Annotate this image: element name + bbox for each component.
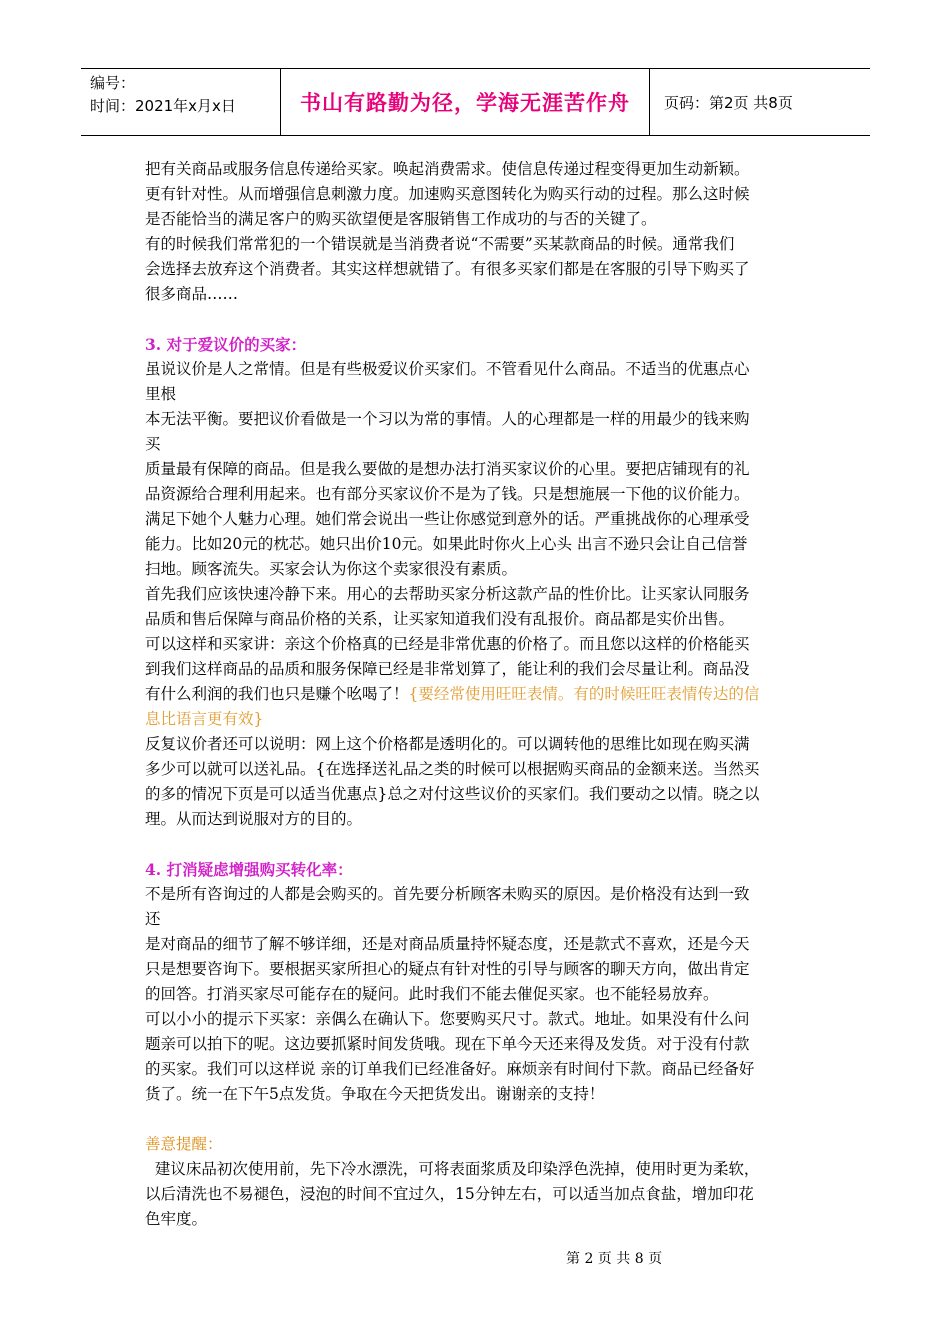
text-line: 反复议价者还可以说明：网上这个价格都是透明化的。可以调转他的思维比如现在购买满 bbox=[145, 735, 750, 753]
text-line: 货了。统一在下午5点发货。争取在今天把货发出。谢谢亲的支持！ bbox=[145, 1085, 605, 1103]
spacer bbox=[145, 832, 815, 857]
header-left-cell bbox=[81, 69, 280, 135]
spacer bbox=[145, 1107, 815, 1132]
text-line: 题亲可以拍下的呢。这边要抓紧时间发货哦。现在下单今天还来得及发货。对于没有付款 bbox=[145, 1035, 750, 1053]
section-3-heading: 3. 对于爱议价的买家： bbox=[145, 335, 307, 354]
text-line: 的买家。我们可以这样说 亲的订单我们已经准备好。麻烦亲有时间付下款。商品已经备好 bbox=[145, 1060, 755, 1078]
text-line: 以后清洗也不易褪色，浸泡的时间不宜过久，15分钟左右，可以适当加点食盐，增加印花 bbox=[145, 1185, 754, 1203]
text-line: 的多的情况下页是可以适当优惠点}总之对付这些议价的买家们。我们要动之以情。晓之以 bbox=[145, 785, 760, 803]
header-table bbox=[81, 68, 870, 136]
text-line: 建议床品初次使用前，先下冷水漂洗，可将表面浆质及印染浮色洗掉，使用时更为柔软， bbox=[145, 1160, 760, 1178]
spacer bbox=[145, 307, 815, 332]
text-line: 虽说议价是人之常情。但是有些极爱议价买家们。不管看见什么商品。不适当的优惠点心 bbox=[145, 360, 750, 378]
header-motto: 书山有路勤为径，学海无涯苦作舟 bbox=[300, 91, 630, 115]
text-line: 把有关商品或服务信息传递给买家。唤起消费需求。使信息传递过程变得更加生动新颖。 bbox=[145, 160, 750, 178]
text-line: 扫地。顾客流失。买家会认为你这个卖家很没有素质。 bbox=[145, 560, 518, 578]
text-line: 只是想要咨询下。要根据买家所担心的疑点有针对性的引导与顾客的聊天方向，做出肯定 bbox=[145, 960, 750, 978]
text-line: 品质和售后保障与商品价格的关系，让买家知道我们没有乱报价。商品都是实价出售。 bbox=[145, 610, 735, 628]
tip-title: 善意提醒： bbox=[145, 1135, 223, 1153]
intro-paragraph bbox=[145, 157, 815, 307]
text-line: 满足下她个人魅力心理。她们常会说出一些让你感觉到意外的话。严重挑战你的心理承受 bbox=[145, 510, 750, 528]
text-line: 不是所有咨询过的人都是会购买的。首先要分析顾客未购买的原因。是价格没有达到一致 bbox=[145, 885, 750, 903]
highlight-note: 息比语言更有效} bbox=[145, 710, 264, 728]
header-motto-cell bbox=[280, 69, 650, 135]
highlight-note: {要经常使用旺旺表情。有的时候旺旺表情传达的信 bbox=[408, 685, 760, 703]
header-page-label: 页码：第2页 共8页 bbox=[664, 93, 793, 112]
text-segment: 有什么利润的我们也只是赚个吆喝了！ bbox=[145, 685, 409, 703]
text-line: 理。从而达到说服对方的目的。 bbox=[145, 810, 363, 828]
page-footer: 第 2 页 共 8 页 bbox=[566, 1251, 663, 1267]
document-body bbox=[145, 157, 815, 1232]
text-line: 更有针对性。从而增强信息刺激力度。加速购买意图转化为购买行动的过程。那么这时候 bbox=[145, 185, 750, 203]
text-line: 还 bbox=[145, 910, 161, 928]
document-number-label: 编号： bbox=[90, 74, 136, 92]
text-line: 本无法平衡。要把议价看做是一个习以为常的事情。人的心理都是一样的用最少的钱来购 bbox=[145, 410, 750, 428]
section-3 bbox=[145, 332, 815, 832]
text-line bbox=[145, 682, 815, 707]
text-line: 可以这样和买家讲：亲这个价格真的已经是非常优惠的价格了。而且您以这样的价格能买 bbox=[145, 635, 750, 653]
document-time-label: 时间：2021年x月x日 bbox=[90, 97, 236, 115]
text-line: 里根 bbox=[145, 385, 177, 403]
text-line: 首先我们应该快速冷静下来。用心的去帮助买家分析这款产品的性价比。让买家认同服务 bbox=[145, 585, 750, 603]
text-line: 质量最有保障的商品。但是我么要做的是想办法打消买家议价的心里。要把店铺现有的礼 bbox=[145, 460, 750, 478]
text-line: 多少可以就可以送礼品。{在选择送礼品之类的时候可以根据购买商品的金额来送。当然买 bbox=[145, 760, 760, 778]
tip-section bbox=[145, 1132, 815, 1232]
text-line: 色牢度。 bbox=[145, 1210, 208, 1228]
header-page-cell bbox=[650, 69, 870, 135]
text-line: 品资源给合理利用起来。也有部分买家议价不是为了钱。只是想施展一下他的议价能力。 bbox=[145, 485, 750, 503]
text-line: 会选择去放弃这个消费者。其实这样想就错了。有很多买家们都是在客服的引导下购买了 bbox=[145, 260, 750, 278]
section-4-heading: 4. 打消疑虑增强购买转化率： bbox=[145, 860, 353, 879]
text-line: 到我们这样商品的品质和服务保障已经是非常划算了，能让利的我们会尽量让利。商品没 bbox=[145, 660, 750, 678]
text-line: 有的时候我们常常犯的一个错误就是当消费者说“不需要”买某款商品的时候。通常我们 bbox=[145, 235, 735, 253]
text-line: 的回答。打消买家尽可能存在的疑问。此时我们不能去催促买家。也不能轻易放弃。 bbox=[145, 985, 719, 1003]
section-4 bbox=[145, 857, 815, 1107]
text-line: 是否能恰当的满足客户的购买欲望便是客服销售工作成功的与否的关键了。 bbox=[145, 210, 657, 228]
text-line: 可以小小的提示下买家：亲偶么在确认下。您要购买尺寸。款式。地址。如果没有什么问 bbox=[145, 1010, 750, 1028]
text-line: 能力。比如20元的枕芯。她只出价10元。如果此时你火上心头 出言不逊只会让自己信誉 bbox=[145, 535, 748, 553]
text-line: 是对商品的细节了解不够详细，还是对商品质量持怀疑态度，还是款式不喜欢，还是今天 bbox=[145, 935, 750, 953]
text-line: 买 bbox=[145, 435, 161, 453]
text-line: 很多商品…… bbox=[145, 285, 239, 303]
